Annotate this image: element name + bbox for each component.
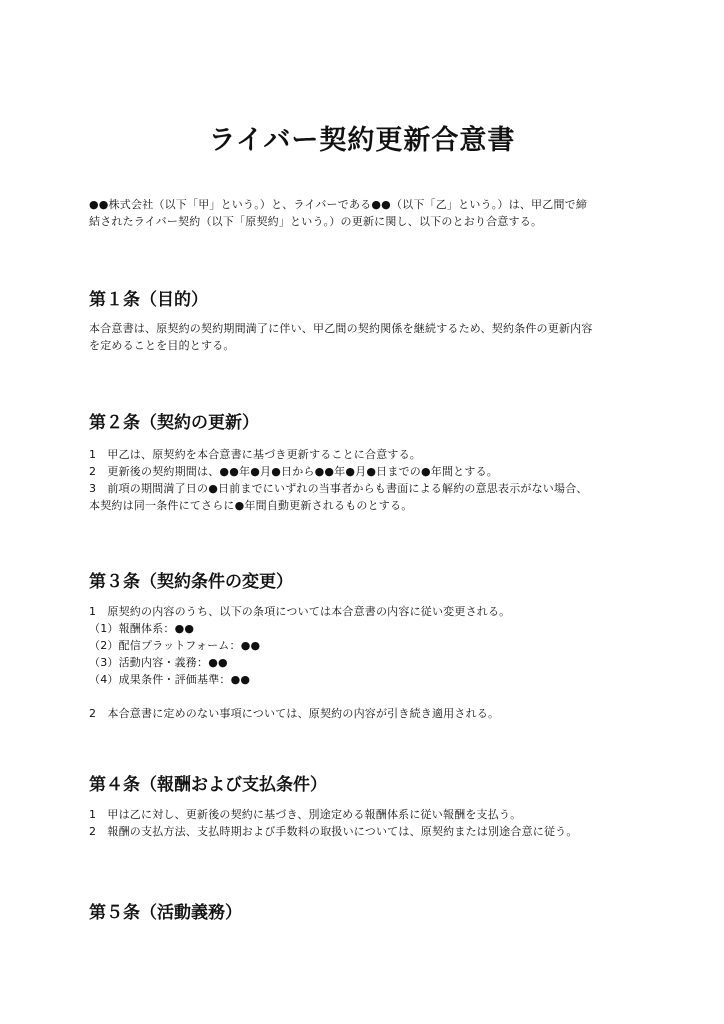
article-2-line: 2 更新後の契約期間は、●●年●月●日から●●年●月●日までの●年間とする。 — [89, 465, 498, 478]
article-4-body — [89, 806, 649, 840]
article-1-line: を定めることを目的とする。 — [89, 339, 235, 352]
article-2-heading: 第２条（契約の更新） — [89, 413, 259, 433]
article-2-line: 本契約は同一条件にてさらに●年間自動更新されるものとする。 — [89, 499, 413, 512]
article-5-heading: 第５条（活動義務） — [89, 903, 242, 923]
document-title: ライバー契約更新合意書 — [208, 125, 516, 156]
intro-paragraph — [89, 196, 649, 230]
article-3-line: 1 原契約の内容のうち、以下の条項については本合意書の内容に従い変更される。 — [89, 605, 511, 618]
article-3-heading: 第３条（契約条件の変更） — [89, 572, 293, 592]
article-4-line: 2 報酬の支払方法、支払時期および手数料の取扱いについては、原契約または別途合意に従う。 — [89, 825, 578, 838]
article-3-line: （2）配信プラットフォーム：●● — [89, 639, 261, 652]
article-3-line: 2 本合意書に定めのない事項については、原契約の内容が引き続き適用される。 — [89, 707, 500, 720]
spacer — [89, 688, 649, 705]
article-3-line: （1）報酬体系：●● — [89, 622, 195, 635]
article-3-body — [89, 603, 649, 722]
article-4-line: 1 甲は乙に対し、更新後の契約に基づき、別途定める報酬体系に従い報酬を支払う。 — [89, 808, 522, 821]
article-1-body — [89, 320, 649, 354]
article-1-heading: 第１条（目的） — [89, 290, 208, 310]
article-2-body — [89, 446, 649, 514]
intro-line: ●●株式会社（以下「甲」という。）と、ライバーである●●（以下「乙」という。）は、甲乙間で締 — [89, 198, 588, 211]
article-2-line: 3 前項の期間満了日の●日前までにいずれの当事者からも書面による解約の意思表示がない場合、 — [89, 482, 588, 495]
article-1-line: 本合意書は、原契約の契約期間満了に伴い、甲乙間の契約関係を継続するため、契約条件の更新内容 — [89, 322, 593, 335]
article-2-line: 1 甲乙は、原契約を本合意書に基づき更新することに合意する。 — [89, 448, 421, 461]
article-3-line: （3）活動内容・義務：●● — [89, 656, 228, 669]
article-4-heading: 第４条（報酬および支払条件） — [89, 775, 327, 795]
article-3-line: （4）成果条件・評価基準：●● — [89, 673, 251, 686]
intro-line: 結されたライバー契約（以下「原契約」という。）の更新に関し、以下のとおり合意する。 — [89, 215, 543, 228]
